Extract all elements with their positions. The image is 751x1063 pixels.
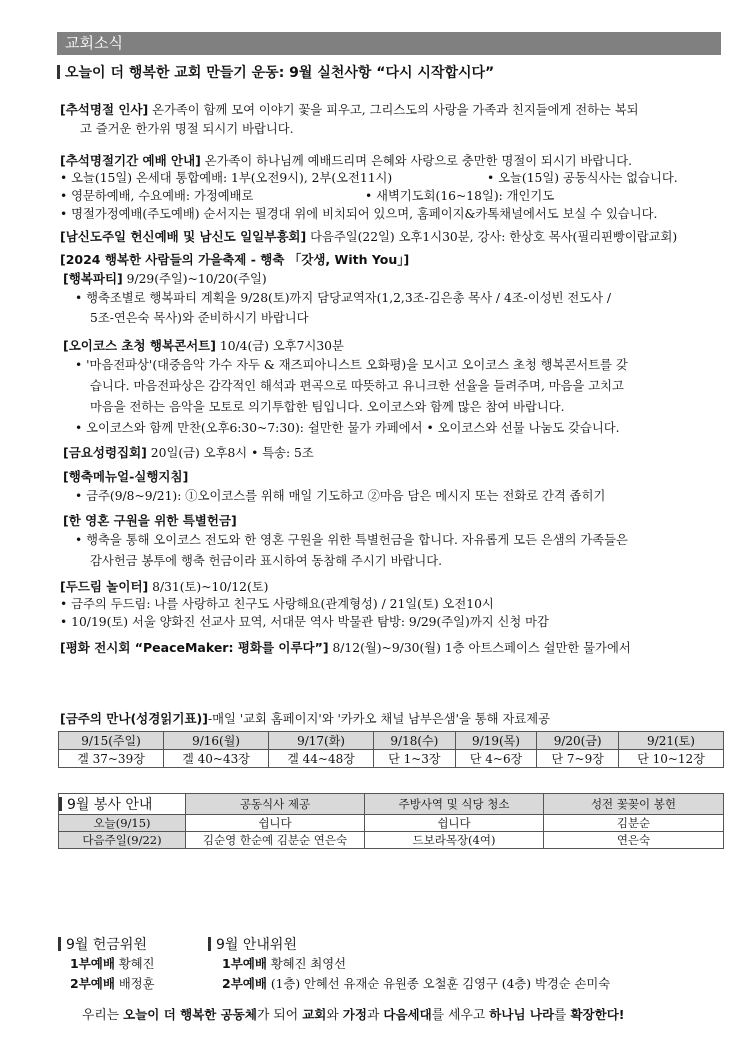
worship-label: [추석명절기간 예배 안내] — [60, 153, 201, 168]
dudream-bullet-1: • 금주의 두드림: 나를 사랑하고 친구도 사랑해요(관계형성) / 21일(토) 오전10시 — [60, 597, 494, 611]
reading-passage: 겔 40~43장 — [164, 750, 269, 768]
reading-day: 9/16(월) — [164, 732, 269, 750]
service-row-label: 오늘(9/15) — [59, 815, 186, 832]
concert-bullet-1: • '마음전파상'(대중음악 가수 자두 & 재즈피아니스트 오화평)을 모시고 오이코스 초청 행복콘서트를 갖 — [75, 358, 628, 372]
concert-line — [63, 337, 728, 355]
motto-bold: 오늘이 더 행복한 공동체 — [123, 1007, 257, 1022]
exhibit-line — [60, 639, 725, 657]
reading-label: [금주의 만나(성경읽기표)] — [60, 711, 208, 726]
concert-text: 10/4(금) 오후7시30분 — [215, 339, 344, 353]
worship-bullet-1a: • 오늘(15일) 온세대 통합예배: 1부(오전9시), 2부(오전11시) — [60, 171, 393, 185]
reading-passage: 겔 37~39장 — [59, 750, 164, 768]
offering-team-title — [58, 934, 147, 954]
service-row-label: 다음주일(9/22) — [59, 832, 186, 849]
usher-team-row-1 — [222, 954, 346, 972]
usher-team-r2-text: (1층) 안혜선 유재순 유원종 오철훈 김영구 (4층) 박경순 손미숙 — [266, 977, 611, 991]
service-header: 공동식사 제공 — [186, 794, 365, 815]
usher-team-r2-label: 2부예배 — [222, 976, 267, 991]
concert-bullet-2: 습니다. 마음전파상은 감각적인 해석과 편곡으로 따뜻하고 유니크한 선율을 들려주며, 마음을 고치고 — [90, 379, 624, 393]
reading-days-row — [59, 732, 724, 750]
main-title-text: 오늘이 더 행복한 교회 만들기 운동: 9월 실천사항 “다시 시작합시다” — [65, 65, 495, 81]
usher-team-row-2 — [222, 974, 610, 992]
party-line — [63, 270, 728, 288]
festival-title-text: [2024 행복한 사람들의 가을축제 - 행축 「갓생, With You」] — [60, 252, 410, 267]
worship-text: 온가족이 하나님께 예배드리며 은혜와 사랑으로 충만한 명절이 되시기 바랍니다. — [200, 154, 632, 168]
offering-team-r2-label: 2부예배 — [70, 976, 115, 991]
motto-bold: 확장한다! — [570, 1007, 625, 1022]
usher-team-title — [208, 934, 297, 954]
reading-day: 9/21(토) — [618, 732, 723, 750]
reading-passage: 단 10~12장 — [618, 750, 723, 768]
mission-label: [남신도주일 헌신예배 및 남신도 일일부흥회] — [60, 229, 307, 244]
reading-passage: 단 1~3장 — [374, 750, 456, 768]
chuseok-line-1 — [60, 101, 725, 119]
worship-bullet-1b: • 오늘(15일) 공동식사는 없습니다. — [487, 171, 678, 185]
reading-passage: 단 7~9장 — [537, 750, 619, 768]
friday-line — [63, 444, 728, 462]
dudream-line — [60, 578, 725, 596]
service-cell: 쉽니다 — [186, 815, 365, 832]
reading-line — [60, 710, 725, 728]
reading-day: 9/18(수) — [374, 732, 456, 750]
friday-label: [금요성령집회] — [63, 445, 147, 460]
offering-line — [63, 512, 728, 530]
offering-team-title-text: 9월 헌금위원 — [66, 937, 147, 953]
offering-label: [한 영혼 구원을 위한 특별헌금] — [63, 513, 237, 528]
chuseok-label: [추석명절 인사] — [60, 102, 149, 117]
service-header-row — [59, 794, 724, 815]
mission-line — [60, 228, 725, 246]
service-cell: 김순영 한순예 김분순 연은숙 — [186, 832, 365, 849]
usher-team-title-text: 9월 안내위원 — [216, 937, 297, 953]
dudream-bullet-2: • 10/19(토) 서울 양화진 선교사 묘역, 서대문 역사 박물관 탐방: 9/29(주일)까지 신청 마감 — [60, 615, 549, 629]
reading-text: -매일 '교회 홈페이지'와 '카카오 채널 남부은샘'을 통해 자료제공 — [207, 712, 550, 726]
party-label: [행복파티] — [63, 271, 123, 286]
offering-bullet-2: 감사헌금 봉투에 행축 헌금이라 표시하여 동참해 주시기 바랍니다. — [90, 554, 442, 568]
service-title-bar — [59, 797, 62, 811]
worship-line — [60, 152, 725, 170]
exhibit-text: 8/12(월)~9/30(월) 1층 아트스페이스 쉴만한 물가에서 — [328, 641, 631, 655]
offering-team-r1-text: 황혜진 — [114, 957, 155, 971]
service-cell: 연은숙 — [544, 832, 724, 849]
offering-team-r2-text: 배정훈 — [114, 977, 155, 991]
dudream-text: 8/31(토)~10/12(토) — [148, 580, 269, 594]
motto-text: 를 — [554, 1008, 571, 1023]
offering-team-r1-label: 1부예배 — [70, 956, 115, 971]
reading-day: 9/20(금) — [537, 732, 619, 750]
festival-title — [60, 251, 725, 269]
concert-bullet-3: 마음을 전하는 음악을 모토로 의기투합한 팀입니다. 오이코스와 함께 많은 참여 바랍니다. — [90, 400, 565, 414]
service-table — [58, 793, 724, 849]
reading-passages-row — [59, 750, 724, 768]
manual-bullet-1: • 금주(9/8~9/21): ①오이코스를 위해 매일 기도하고 ②마음 담은 메시지 또는 전화로 간격 좁히기 — [75, 489, 606, 503]
motto-bold: 다음세대 — [383, 1007, 432, 1022]
offering-bullet-1: • 행축을 통해 오이코스 전도와 한 영혼 구원을 위한 특별헌금을 합니다. 자유롭게 모든 은샘의 가족들은 — [75, 533, 628, 547]
worship-bullet-2b: • 새벽기도회(16~18일): 개인기도 — [365, 189, 555, 203]
worship-bullet-3: • 명절가정예배(주도예배) 순서지는 필경대 위에 비치되어 있으며, 홈페이지&카톡채널에서도 보실 수 있습니다. — [60, 207, 658, 221]
service-row — [59, 815, 724, 832]
dudream-label: [두드림 놀이터] — [60, 579, 149, 594]
usher-team-bar — [208, 937, 211, 951]
reading-day: 9/19(목) — [455, 732, 537, 750]
reading-day: 9/15(주일) — [59, 732, 164, 750]
motto-text: 과 — [366, 1008, 384, 1023]
section-header: 교회소식 — [57, 32, 721, 55]
service-title — [59, 794, 186, 815]
motto-text: 우리는 — [82, 1008, 124, 1023]
worship-bullet-1 — [60, 170, 725, 187]
motto — [82, 1004, 624, 1023]
worship-bullet-2 — [60, 188, 725, 205]
worship-bullet-2a: • 영문하예배, 수요예배: 가정예배로 — [60, 189, 254, 203]
concert-bullet-4: • 오이코스와 함께 만찬(오후6:30~7:30): 쉴만한 물가 카페에서 • 오이코스와 선물 나눔도 갖습니다. — [75, 421, 620, 435]
party-bullet-2: 5조-연은숙 목사)와 준비하시기 바랍니다 — [90, 311, 309, 325]
main-title — [57, 62, 494, 82]
chuseok-text-1: 온가족이 함께 모여 이야기 꽃을 피우고, 그리스도의 사랑을 가족과 친지들에게 전하는 복되 — [148, 103, 639, 117]
usher-team-r1-text: 황혜진 최영선 — [266, 957, 347, 971]
chuseok-text-2: 고 즐거운 한가위 명절 되시기 바랍니다. — [80, 122, 294, 136]
motto-bold: 교회 — [302, 1007, 327, 1022]
concert-label: [오이코스 초청 행복콘서트] — [63, 338, 216, 353]
service-cell: 드보라목장(4여) — [365, 832, 544, 849]
offering-team-row-2 — [70, 974, 154, 992]
motto-text: 를 세우고 — [431, 1008, 490, 1023]
offering-team-bar — [58, 937, 61, 951]
manual-line — [63, 468, 728, 486]
exhibit-label: [평화 전시회 “PeaceMaker: 평화를 이루다”] — [60, 640, 329, 655]
party-text: 9/29(주일)~10/20(주일) — [122, 272, 267, 286]
service-cell: 김분순 — [544, 815, 724, 832]
friday-text: 20일(금) 오후8시 • 특송: 5조 — [146, 446, 314, 460]
service-header: 성전 꽃꽂이 봉헌 — [544, 794, 724, 815]
mission-text: 다음주일(22일) 오후1시30분, 강사: 한상호 목사(필리핀빵이랍교회) — [306, 230, 678, 244]
motto-bold: 하나님 나라 — [489, 1007, 555, 1022]
party-bullet-1: • 행축조별로 행복파티 계획을 9/28(토)까지 담당교역자(1,2,3조-김은총 목사 / 4조-이성빈 전도사 / — [75, 291, 612, 305]
motto-bold: 가정 — [342, 1007, 367, 1022]
service-header: 주방사역 및 식당 청소 — [365, 794, 544, 815]
usher-team-r1-label: 1부예배 — [222, 956, 267, 971]
offering-team-row-1 — [70, 954, 154, 972]
reading-passage: 겔 44~48장 — [269, 750, 374, 768]
manual-label: [행축메뉴얼-실행지침] — [63, 469, 189, 484]
motto-text: 가 되어 — [256, 1008, 303, 1023]
motto-text: 와 — [326, 1008, 343, 1023]
service-cell: 쉽니다 — [365, 815, 544, 832]
reading-day: 9/17(화) — [269, 732, 374, 750]
service-row — [59, 832, 724, 849]
reading-passage: 단 4~6장 — [455, 750, 537, 768]
title-bar — [57, 65, 60, 79]
reading-table — [58, 731, 724, 768]
service-title-text: 9월 봉사 안내 — [67, 797, 153, 813]
